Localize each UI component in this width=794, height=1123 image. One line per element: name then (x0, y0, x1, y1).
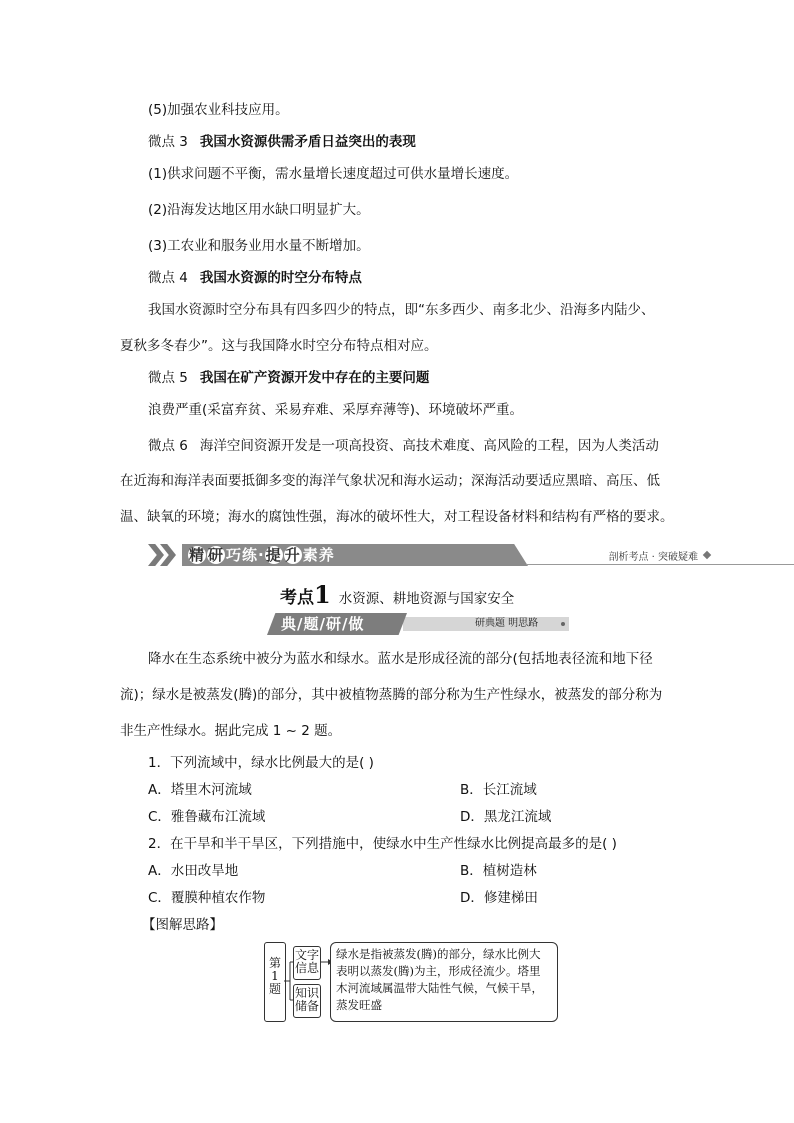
question-label: 第1题 (269, 956, 282, 996)
option-c: C．雅鲁藏布江流域 (148, 809, 266, 825)
sub-banner-subtitle: 研典题 明思路 (475, 618, 539, 629)
banner-char: 升 (284, 546, 301, 564)
text-line: 我国水资源时空分布具有四多四少的特点，即“东多西少、南多北少、沿海多内陆少、 (148, 302, 655, 318)
answer-line: 木河流域属温带大陆性气候，气候干旱， (336, 981, 543, 995)
option-a: A．水田改旱地 (148, 863, 239, 879)
kaodian-number: 1 (314, 580, 331, 609)
option-c: C．覆膜种植农作物 (148, 890, 266, 906)
kaodian-title: 水资源、耕地资源与国家安全 (338, 591, 515, 607)
answer-line: 表明以蒸发(腾)为主，形成径流少。塔里 (336, 964, 541, 978)
dot-icon (561, 622, 565, 626)
passage-line: 非生产性绿水。据此完成 1 ~ 2 题。 (120, 723, 342, 739)
section-title (280, 580, 514, 609)
text-line: 温、缺氧的环境；海水的腐蚀性强，海冰的破坏性大，对工程设备材料和结构有严格的要求。 (120, 509, 674, 525)
banner-subtitle: 剖析考点 · 突破疑难 (608, 552, 698, 563)
option-d: D．黑龙江流域 (460, 809, 552, 825)
option-b: B．长江流域 (460, 782, 537, 798)
banner-title (188, 546, 335, 564)
text-line: (5)加强农业科技应用。 (148, 102, 289, 118)
micro-point-title: 我国在矿产资源开发中存在的主要问题 (199, 370, 430, 386)
micro-point-label: 微点 6 (148, 438, 188, 454)
banner-word: 巧练 (226, 546, 259, 564)
micro-point-5 (148, 369, 429, 387)
passage-line: 流)；绿水是被蒸发(腾)的部分，其中被植物蒸腾的部分称为生产性绿水，被蒸发的部分称为 (120, 687, 663, 703)
text-line: 夏秋多冬春少”。这与我国降水时空分布特点相对应。 (120, 338, 438, 354)
answer-line: 蒸发旺盛 (336, 998, 382, 1012)
section-banner (148, 542, 710, 568)
option-a: A．塔里木河流域 (148, 782, 252, 798)
question-label-box (264, 942, 286, 1022)
info-label: 文字信息 (295, 948, 320, 975)
option-b: B．植树造林 (460, 863, 537, 879)
micro-point-label: 微点 4 (148, 270, 188, 286)
banner-char: 提 (265, 546, 282, 564)
knowledge-box (293, 984, 321, 1018)
micro-point-4 (148, 269, 362, 287)
answer-text (336, 946, 543, 1014)
question-1-stem: 1．下列流域中，绿水比例最大的是( ) (148, 755, 374, 771)
option-d: D．修建梯田 (460, 890, 538, 906)
kaodian-label: 考点 (280, 588, 314, 608)
micro-point-title: 海洋空间资源开发是一项高投资、高技术难度、高风险的工程，因为人类活动 (199, 438, 659, 454)
info-box (293, 946, 321, 980)
micro-point-title: 我国水资源供需矛盾日益突出的表现 (199, 134, 416, 150)
banner-word: 素养 (302, 546, 335, 564)
chevron-icon (148, 544, 164, 566)
text-line: 在近海和海洋表面要抵御多变的海洋气象状况和海水运动；深海活动要适应黑暗、高压、低 (120, 473, 660, 489)
answer-box (330, 942, 558, 1022)
sub-banner-title: 典/题/研/做 (281, 615, 365, 633)
diamond-icon (703, 551, 711, 559)
passage-line: 降水在生态系统中被分为蓝水和绿水。蓝水是形成径流的部分(包括地表径流和地下径 (148, 651, 653, 667)
sub-banner (253, 613, 569, 635)
text-line: 浪费严重(采富弃贫、采易弃难、采厚弃薄等)、环境破坏严重。 (148, 402, 524, 418)
text-line: (2)沿海发达地区用水缺口明显扩大。 (148, 202, 370, 218)
micro-point-title: 我国水资源的时空分布特点 (199, 270, 362, 286)
micro-point-label: 微点 5 (148, 370, 188, 386)
answer-line: 绿水是指被蒸发(腾)的部分，绿水比例大 (336, 947, 541, 961)
banner-char: 研 (207, 546, 224, 564)
micro-point-3 (148, 133, 416, 151)
micro-point-6 (148, 437, 659, 455)
banner-char: 精 (188, 546, 205, 564)
knowledge-label: 知识储备 (295, 986, 320, 1013)
diagram-heading: 【图解思路】 (142, 917, 223, 933)
question-2-stem: 2．在干旱和半干旱区，下列措施中，使绿水中生产性绿水比例提高最多的是( ) (148, 836, 617, 852)
divider (526, 564, 794, 565)
micro-point-label: 微点 3 (148, 134, 188, 150)
text-line: (3)工农业和服务业用水量不断增加。 (148, 238, 370, 254)
text-line: (1)供求问题不平衡，需水量增长速度超过可供水量增长速度。 (148, 166, 519, 182)
banner-dot: · (258, 546, 265, 564)
